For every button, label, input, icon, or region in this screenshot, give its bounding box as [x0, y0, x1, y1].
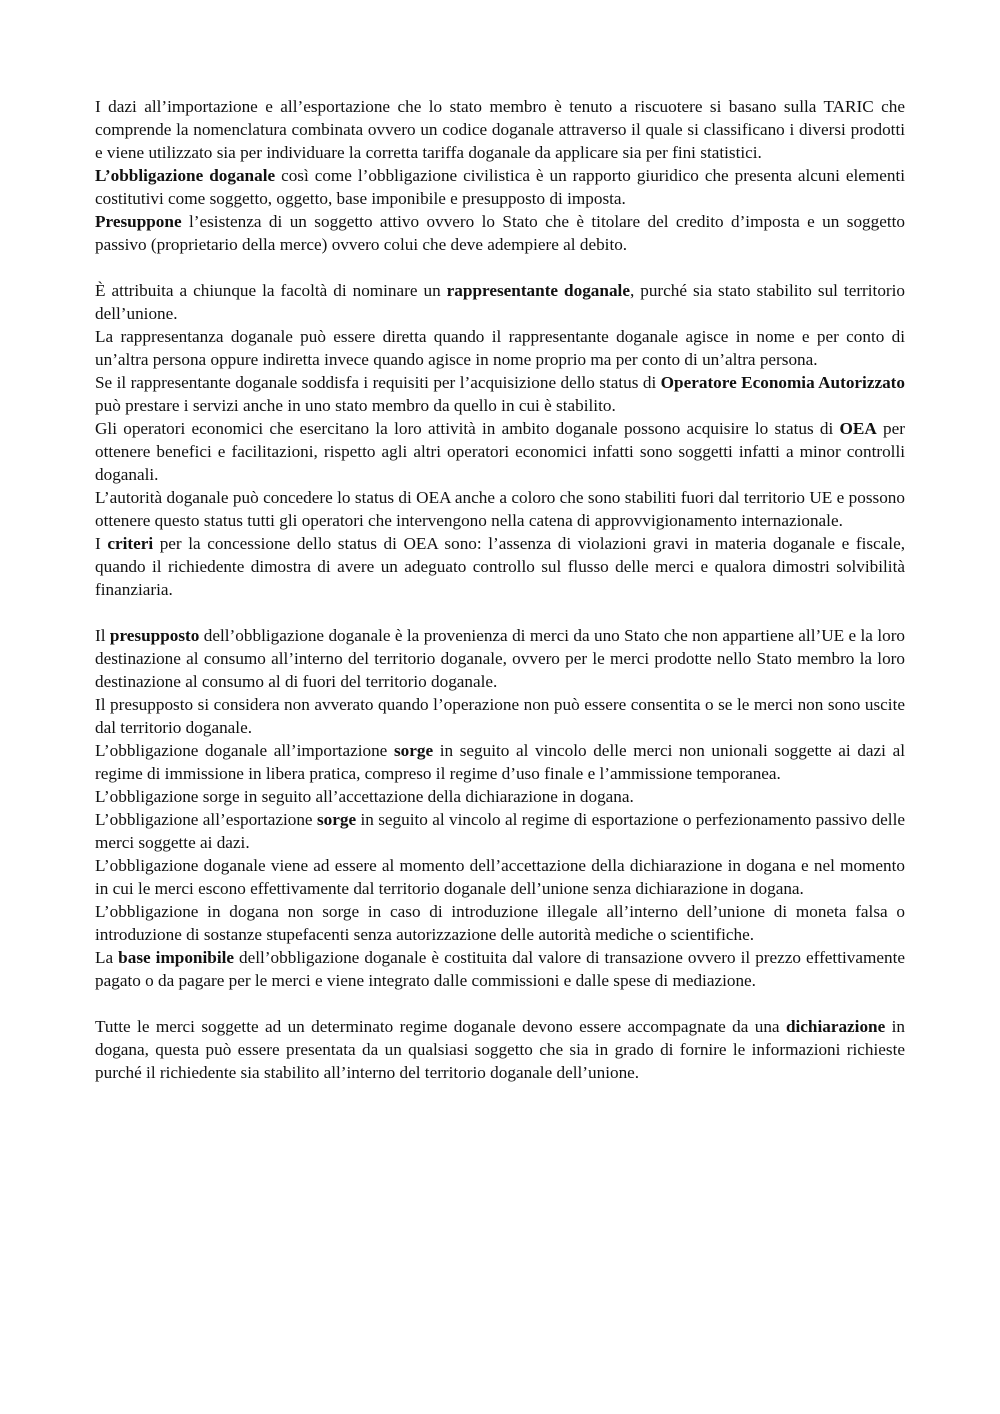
bold-term: presupposto	[109, 626, 200, 645]
text-run: Il	[95, 626, 110, 645]
text-run: può prestare i servizi anche in uno stato membro da quello in cui è stabilito.	[95, 396, 616, 415]
text-run: dell’obbligazione doganale è la provenienza di merci da uno Stato che non appartiene all’UE e la loro destinazione al consumo all’interno del territorio doganale, ovvero per le merci prodotte nello Stato membro la loro destinazione al consumo al di fuori del territorio doganale.	[95, 626, 906, 691]
text-run: dell’obbligazione doganale è costituita dal valore di transazione ovvero il prezzo effettivamente pagato o da pagare per le merci e viene integrato dalle commissioni e dalle spese di mediazione.	[95, 948, 905, 990]
text-run: I dazi all’importazione e all’esportazione che lo stato membro è tenuto a riscuotere si basano sulla TARIC che comprende la nomenclatura combinata ovvero un codice doganale attraverso il quale si classificano i diversi prodotti e viene utilizzato sia per individuare la corretta tariffa doganale da applicare sia per fini statistici.	[95, 97, 905, 162]
text-run: I	[95, 534, 108, 553]
paragraph	[95, 279, 905, 325]
text-run: L’obbligazione in dogana non sorge in caso di introduzione illegale all’interno dell’unione di moneta falsa o introduzione di sostanze stupefacenti senza autorizzazione delle autorità mediche o scientifiche.	[95, 902, 905, 944]
paragraph-gap	[95, 601, 905, 624]
bold-term: rappresentante doganale	[446, 281, 630, 300]
text-run: L’obbligazione sorge in seguito all’accettazione della dichiarazione in dogana.	[95, 787, 634, 806]
paragraph	[95, 624, 905, 693]
text-run: in seguito al vincolo al regime di esportazione o perfezionamento passivo delle merci soggette ai dazi.	[95, 810, 905, 852]
bold-term: L’obbligazione doganale	[95, 166, 276, 185]
paragraph	[95, 946, 905, 992]
paragraph	[95, 532, 905, 601]
bold-term: Operatore Economia Autorizzato	[660, 373, 905, 392]
text-run: L’autorità doganale può concedere lo status di OEA anche a coloro che sono stabiliti fuori dal territorio UE e possono ottenere questo status tutti gli operatori che intervengono nella catena di approvvigionamento internazionale.	[95, 488, 905, 530]
bold-term: criteri	[107, 534, 154, 553]
paragraph	[95, 808, 905, 854]
text-run: Gli operatori economici che esercitano la loro attività in ambito doganale possono acquisire lo status di	[95, 419, 840, 438]
paragraph	[95, 371, 905, 417]
bold-term: base imponibile	[118, 948, 234, 967]
paragraph-gap	[95, 992, 905, 1015]
text-run: in dogana, questa può essere presentata da un qualsiasi soggetto che sia in grado di fornire le informazioni richieste purché il richiedente sia stabilito all’interno del territorio doganale dell’unione.	[95, 1017, 905, 1082]
paragraph	[95, 739, 905, 785]
paragraph	[95, 95, 905, 164]
paragraph	[95, 1015, 905, 1084]
text-run: Tutte le merci soggette ad un determinato regime doganale devono essere accompagnate da una	[95, 1017, 786, 1036]
text-run: così come l’obbligazione civilistica è un rapporto giuridico che presenta alcuni elementi costitutivi come soggetto, oggetto, base imponibile e presupposto di imposta.	[95, 166, 905, 208]
text-run: La	[95, 948, 119, 967]
paragraph	[95, 486, 905, 532]
paragraph	[95, 325, 905, 371]
text-run: in seguito al vincolo delle merci non unionali soggette ai dazi al regime di immissione in libera pratica, compreso il regime d’uso finale e l’ammissione temporanea.	[95, 741, 905, 783]
text-run: L’obbligazione doganale viene ad essere al momento dell’accettazione della dichiarazione in dogana e nel momento in cui le merci escono effettivamente dal territorio doganale dell’unione senza dichiarazione in dogana.	[95, 856, 905, 898]
text-run: Se il rappresentante doganale soddisfa i requisiti per l’acquisizione dello status di	[95, 373, 661, 392]
text-run: l’esistenza di un soggetto attivo ovvero lo Stato che è titolare del credito d’imposta e un soggetto passivo (proprietario della merce) ovvero colui che deve adempiere al debito.	[95, 212, 905, 254]
paragraph	[95, 417, 905, 486]
paragraph	[95, 210, 905, 256]
text-run: Il presupposto si considera non avverato quando l’operazione non può essere consentita o se le merci non sono uscite dal territorio doganale.	[95, 695, 905, 737]
text-run: È attribuita a chiunque la facoltà di nominare un	[95, 281, 447, 300]
bold-term: sorge	[393, 741, 434, 760]
text-run: , purché sia stato stabilito sul territorio dell’unione.	[95, 281, 906, 323]
paragraph	[95, 900, 905, 946]
bold-term: dichiarazione	[785, 1017, 886, 1036]
paragraph-gap	[95, 256, 905, 279]
paragraph	[95, 854, 905, 900]
bold-term: Presuppone	[95, 212, 182, 231]
paragraph	[95, 164, 905, 210]
document-page	[95, 95, 905, 1084]
text-run: per ottenere benefici e facilitazioni, rispetto agli altri operatori economici infatti sono soggetti infatti a minor controlli doganali.	[95, 419, 905, 484]
text-run: L’obbligazione doganale all’importazione	[95, 741, 394, 760]
text-run: L’obbligazione all’esportazione	[95, 810, 317, 829]
text-run: per la concessione dello status di OEA sono: l’assenza di violazioni gravi in materia doganale e fiscale, quando il richiedente dimostra di avere un adeguato controllo sul flusso delle merci e qualora dimostri solvibilità finanziaria.	[95, 534, 905, 599]
bold-term: sorge	[316, 810, 357, 829]
bold-term: OEA	[839, 419, 877, 438]
text-run: La rappresentanza doganale può essere diretta quando il rappresentante doganale agisce in nome e per conto di un’altra persona oppure indiretta invece quando agisce in nome proprio ma per conto di un’altra persona.	[95, 327, 905, 369]
paragraph	[95, 693, 905, 739]
paragraph	[95, 785, 905, 808]
